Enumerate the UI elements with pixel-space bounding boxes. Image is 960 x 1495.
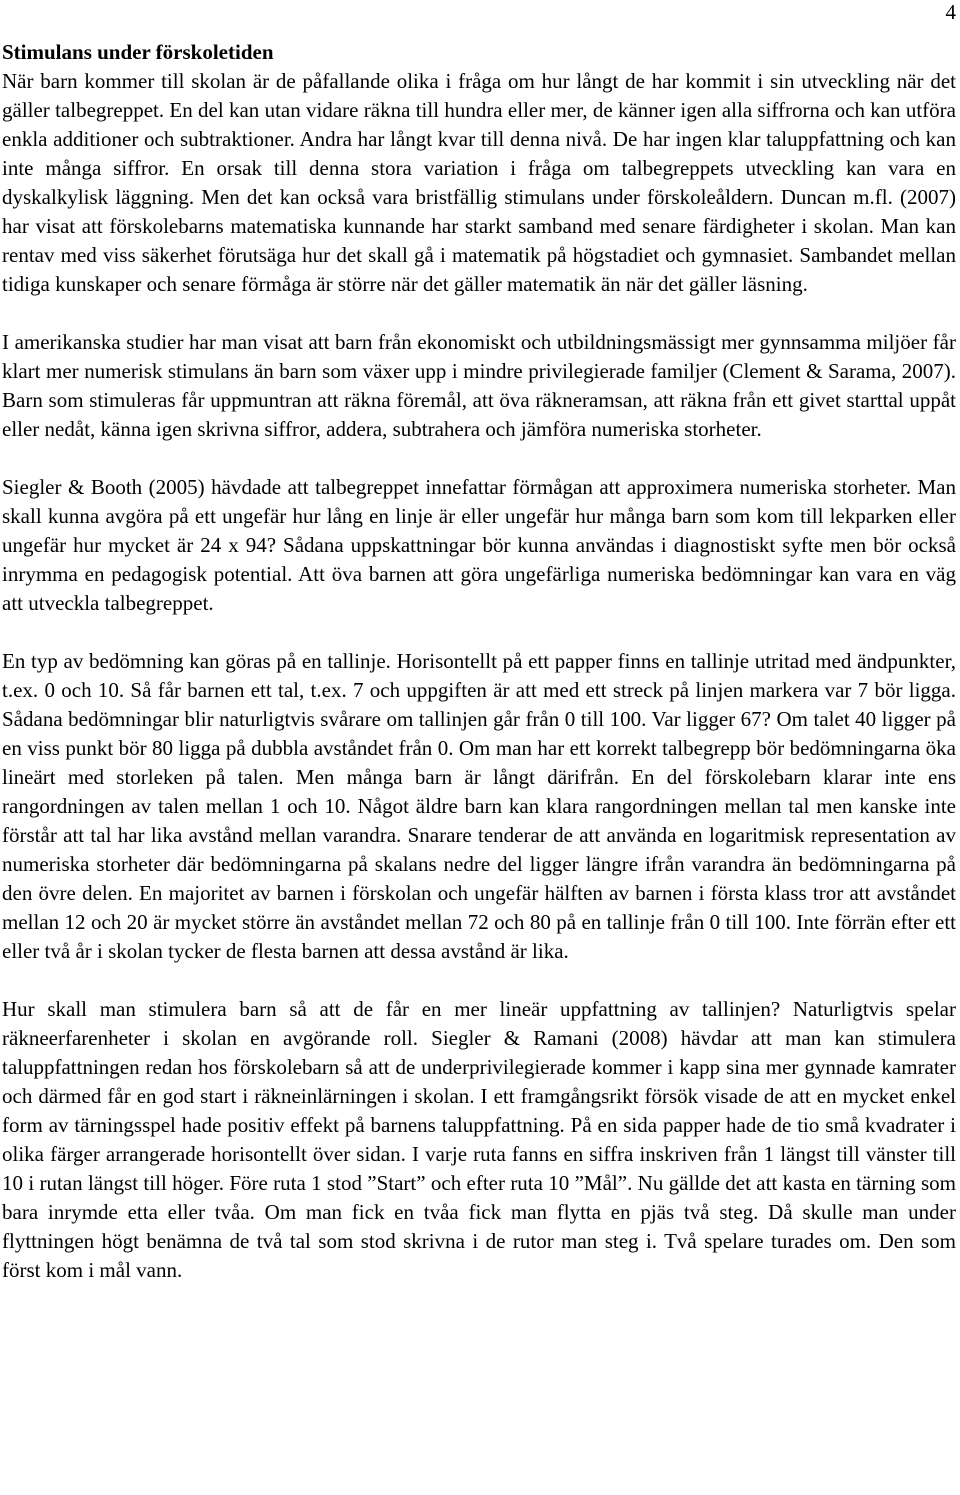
paragraph-3: Siegler & Booth (2005) hävdade att talbegreppet innefattar förmågan att approximera numeriska storheter. Man skall kunna avgöra på ett ungefär hur lång en linje är eller ungefär hur många barn som kom till lekparken eller ungefär hur mycket är 24 x 94? Sådana uppskattningar bör kunna användas i diagnostiskt syfte men bör också inrymma en pedagogisk potential. Att öva barnen att göra ungefärliga numeriska bedömningar kan vara en väg att utveckla talbegreppet. [2, 475, 956, 615]
page-content [2, 38, 956, 1285]
paragraph-2: I amerikanska studier har man visat att barn från ekonomiskt och utbildningsmässigt mer gynnsamma miljöer får klart mer numerisk stimulans än barn som växer upp i mindre privilegierade familjer (Clement & Sarama, 2007). Barn som stimuleras får uppmuntran att räkna föremål, att öva räkneramsan, att räkna från ett givet starttal uppåt eller nedåt, känna igen skrivna siffror, addera, subtrahera och jämföra numeriska storheter. [2, 330, 956, 441]
paragraph-4: En typ av bedömning kan göras på en tallinje. Horisontellt på ett papper finns en tallinje utritad med ändpunkter, t.ex. 0 och 10. Så får barnen ett tal, t.ex. 7 och uppgiften är att med ett streck på linjen markera var 7 bör ligga. Sådana bedömningar blir naturligtvis svårare om tallinjen går från 0 till 100. Var ligger 67? Om talet 40 ligger på en viss punkt bör 80 ligga på dubbla avståndet från 0. Om man har ett korrekt talbegrepp bör bedömningarna öka lineärt med storleken på talen. Men många barn är långt därifrån. En del förskolebarn klarar inte ens rangordningen av talen mellan 1 och 10. Något äldre barn kan klara rangordningen mellan tal men kanske inte förstår att tal har lika avstånd mellan varandra. Snarare tenderar de att använda en logaritmisk representation av numeriska storheter där bedömningarna på skalans nedre del ligger längre ifrån varandra än bedömningarna på den övre delen. En majoritet av barnen i förskolan och ungefär hälften av barnen i första klass tror att avståndet mellan 12 och 20 är mycket större än avståndet mellan 72 och 80 på en tallinje från 0 till 100. Inte förrän efter ett eller två år i skolan tycker de flesta barnen att dessa avstånd är lika. [2, 649, 956, 963]
section-heading: Stimulans under förskoletiden [2, 40, 274, 64]
paragraph-5: Hur skall man stimulera barn så att de får en mer lineär uppfattning av tallinjen? Naturligtvis spelar räkneerfarenheter i skolan en avgörande roll. Siegler & Ramani (2008) hävdar att man kan stimulera taluppfattningen redan hos förskolebarn så att de underprivilegierade kommer i kapp sina mer gynnade kamrater och därmed får en god start i räkneinlärningen i skolan. I ett framgångsrikt försök visade de att en mycket enkel form av tärningsspel hade positiv effekt på barnens taluppfattning. På en sida papper hade de tio små kvadrater i olika färger arrangerade horisontellt över sidan. I varje ruta fanns en siffra inskriven från 1 längst till vänster till 10 i rutan längst till höger. Före ruta 1 stod ”Start” och efter ruta 10 ”Mål”. Nu gällde det att kasta en tärning som bara inrymde etta eller tvåa. Om man fick en tvåa fick man flytta en pjäs två steg. Då skulle man under flyttningen högt benämna de två tal som stod skrivna i de rutor man steg i. Två spelare turades om. Den som först kom i mål vann. [2, 997, 956, 1282]
page-number: 4 [945, 0, 956, 24]
paragraph-1: När barn kommer till skolan är de påfallande olika i fråga om hur långt de har kommit i sin utveckling när det gäller talbegreppet. En del kan utan vidare räkna till hundra eller mer, de känner igen alla siffrorna och kan utföra enkla additioner och subtraktioner. Andra har långt kvar till denna nivå. De har ingen klar taluppfattning och kan inte många siffror. En orsak till denna stora variation i fråga om talbegreppets utveckling kan vara en dyskalkylisk läggning. Men det kan också vara bristfällig stimulans under förskoleåldern. Duncan m.fl. (2007) har visat att förskolebarns matematiska kunnande har starkt samband med senare färdigheter i skolan. Man kan rentav med viss säkerhet förutsäga hur det skall gå i matematik på högstadiet och gymnasiet. Sambandet mellan tidiga kunskaper och senare förmåga är större när det gäller matematik än när det gäller läsning. [2, 69, 956, 296]
